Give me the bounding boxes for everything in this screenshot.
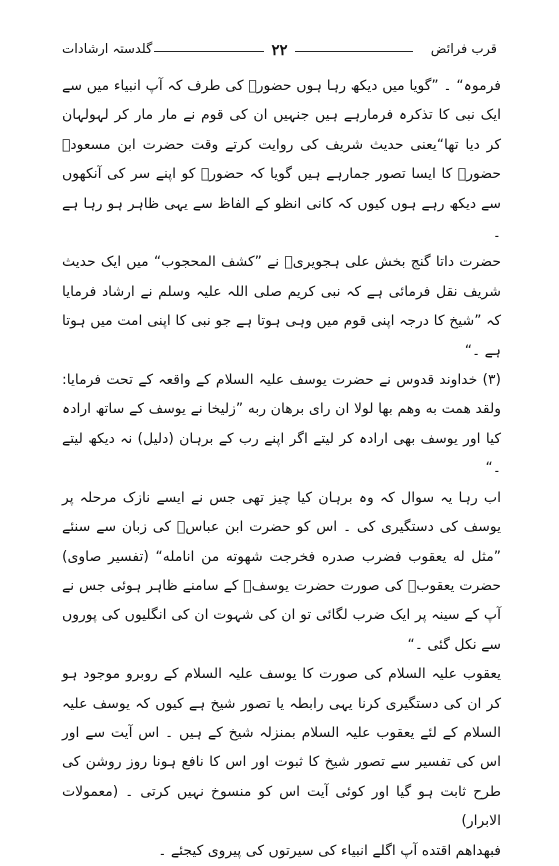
header-book-title: گلدستہ ارشادات [62,42,153,57]
page-header [62,40,497,66]
page-number: ۲۲ [271,41,288,59]
paragraph-1: فرموہ“ ۔ ”گویا میں دیکھ رہا ہوں حضورؐ کی طرف کہ آپ انبیاء میں سے ایک نبی کا تذکرہ فرمارہے ہیں جنہیں ان کی قوم نے مار مار کر لہولہان کر دیا تھا“یعنی حدیث شریف کی روایت کرتے وقت حضرت ابن مسعودؓ حضورؐ کا ایسا تصور جمارہے ہیں گویا کہ حضورؐ کو اپنے سر کی آنکھوں سے دیکھ رہے ہوں کیوں کہ کانی انظو کے الفاظ سے یہی ظاہر ہو رہا ہے ۔ [62,78,501,242]
header-rule-left [154,51,264,52]
paragraph-6: فبهداهم اقتده آپ اگلے انبیاء کی سیرتوں کی پیروی کیجئے ۔ [158,842,501,859]
paragraph-4: اب رہا یہ سوال کہ وہ برہان کیا چیز تھی جس نے ایسے نازک مرحلہ پر یوسف کی دستگیری کی ۔ اس کو حضرت ابن عباسؓ کی زبان سے سنئے ”مثل له يعقوب فضرب صدره فخرجت شهوته من انامله“ (تفسیر صاوی) حضرت یعقوبؑ کی صورت حضرت یوسفؑ کے سامنے ظاہر ہوئی جس نے آپ کے سینہ پر ایک ضرب لگائی تو ان کی شہوت ان کی انگلیوں کی پوروں سے نکل گئی ۔“ [62,489,501,653]
paragraph-2: حضرت داتا گنج بخش علی ہجویریؒ نے ”کشف المحجوب“ میں ایک حدیث شریف نقل فرمائی ہے کہ نبی کریم صلی اللہ علیہ وسلم نے ارشاد فرمایا کہ ”شیخ کا درجہ اپنی قوم میں وہی ہوتا ہے جو نبی کا اپنی امت میں ہوتا ہے ۔“ [62,254,501,359]
header-rule-right [295,51,413,52]
paragraph-5: یعقوب علیہ السلام کی صورت کا یوسف علیہ السلام کے روبرو موجود ہو کر ان کی دستگیری کرنا یہی رابطہ یا تصور شیخ ہے کیوں کہ یوسف علیہ السلام کے لئے یعقوب علیہ السلام بمنزلہ شیخ کے ہیں ۔ اس آیت سے اور اس کی تفسیر سے تصور شیخ کا ثبوت اور اس کا نافع ہونا روز روشن کی طرح ثابت ہو گیا اور کوئی آیت اس کو منسوخ نہیں کرتی ۔ (معمولات الابرار) [62,666,501,830]
header-chapter-title: قرب فرائض [430,42,497,57]
page-body [62,72,501,859]
paragraph-3: (۳) خداوند قدوس نے حضرت یوسف علیہ السلام کے واقعہ کے تحت فرمایا: ولقد همت به وهم بها لولا ان رای برهان ربه ”زلیخا نے یوسف کے ساتھ ارادہ کیا اور یوسف بھی ارادہ کر لیتے اگر اپنے رب کے برہان (دلیل) نہ دیکھ لیتے ۔“ [62,372,501,477]
